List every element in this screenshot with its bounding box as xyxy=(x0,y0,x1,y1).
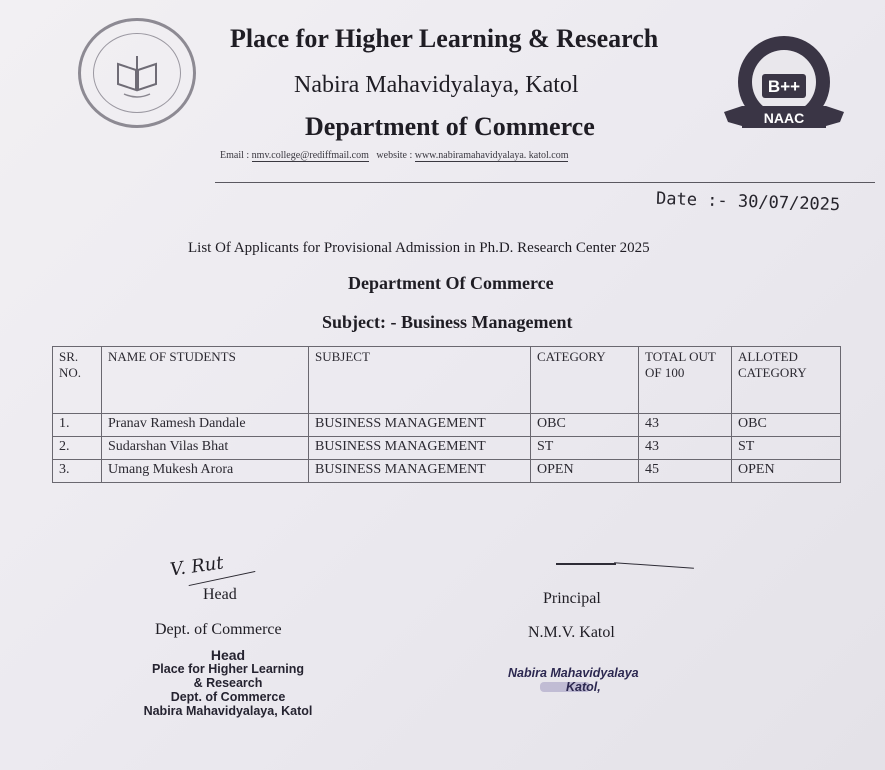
cell-total: 45 xyxy=(639,460,732,483)
principal-signature-stroke xyxy=(556,563,616,565)
table-row xyxy=(53,460,841,483)
department-heading: Department of Commerce xyxy=(305,112,595,141)
head-label: Head xyxy=(203,586,237,603)
applicants-table xyxy=(52,346,841,483)
document-date: Date :- 30/07/2025 xyxy=(655,188,841,216)
email-link[interactable]: nmv.college@rediffmail.com xyxy=(251,150,369,161)
cell-sr: 3. xyxy=(53,460,102,483)
head-stamp-line: & Research xyxy=(193,676,263,690)
head-signature: V. Rut xyxy=(168,552,225,581)
header-divider xyxy=(215,182,875,183)
website-link[interactable]: www.nabiramahavidyalaya. katol.com xyxy=(414,150,569,161)
cell-alloted: OPEN xyxy=(732,460,841,483)
college-name: Nabira Mahavidyalaya, Katol xyxy=(294,72,579,98)
principal-stamp xyxy=(508,666,639,694)
header-alloted-category: ALLOTED CATEGORY xyxy=(732,347,841,414)
email-label: Email : xyxy=(220,150,250,161)
head-stamp-line: Dept. of Commerce xyxy=(170,690,286,704)
table-row xyxy=(53,414,841,437)
cell-alloted: OBC xyxy=(732,414,841,437)
principal-stamp-line: Katol, xyxy=(566,680,601,694)
head-stamp-line: Head xyxy=(210,647,246,663)
cell-name: Pranav Ramesh Dandale xyxy=(102,414,309,437)
header-total: TOTAL OUT OF 100 xyxy=(639,347,732,414)
principal-signature xyxy=(556,561,694,569)
header-category: CATEGORY xyxy=(531,347,639,414)
header-subject: SUBJECT xyxy=(309,347,531,414)
head-stamp-line: Place for Higher Learning xyxy=(151,662,305,676)
nmv-label: N.M.V. Katol xyxy=(528,624,615,641)
head-stamp-line: Nabira Mahavidyalaya, Katol xyxy=(143,704,313,718)
naac-emblem-icon xyxy=(722,30,852,140)
naac-grade: B++ xyxy=(767,77,801,96)
principal-stamp-line: Nabira Mahavidyalaya xyxy=(508,666,639,680)
institution-title: Place for Higher Learning & Research xyxy=(230,24,659,53)
dept-of-commerce-label: Dept. of Commerce xyxy=(155,621,282,638)
cell-total: 43 xyxy=(639,414,732,437)
cell-name: Umang Mukesh Arora xyxy=(102,460,309,483)
college-emblem xyxy=(78,18,196,128)
contact-line xyxy=(220,150,568,161)
cell-category: OBC xyxy=(531,414,639,437)
open-book-icon xyxy=(94,34,180,112)
cell-category: ST xyxy=(531,437,639,460)
cell-category: OPEN xyxy=(531,460,639,483)
principal-signature-tail xyxy=(614,562,694,569)
header-sr-no: SR. NO. xyxy=(53,347,102,414)
cell-subject: BUSINESS MANAGEMENT xyxy=(309,437,531,460)
cell-total: 43 xyxy=(639,437,732,460)
list-title: List Of Applicants for Provisional Admission in Ph.D. Research Center 2025 xyxy=(188,240,650,256)
cell-subject: BUSINESS MANAGEMENT xyxy=(309,414,531,437)
cell-subject: BUSINESS MANAGEMENT xyxy=(309,460,531,483)
table-row xyxy=(53,437,841,460)
principal-label: Principal xyxy=(543,590,601,607)
emblem-inner-ring xyxy=(93,33,181,113)
section-subject: Subject: - Business Management xyxy=(322,312,573,332)
cell-name: Sudarshan Vilas Bhat xyxy=(102,437,309,460)
naac-badge xyxy=(722,30,852,140)
head-stamp xyxy=(128,648,328,718)
naac-label: NAAC xyxy=(763,110,805,126)
cell-sr: 1. xyxy=(53,414,102,437)
website-label: website : xyxy=(376,150,413,161)
cell-sr: 2. xyxy=(53,437,102,460)
cell-alloted: ST xyxy=(732,437,841,460)
section-department: Department Of Commerce xyxy=(348,273,554,293)
table-header-row xyxy=(53,347,841,414)
header-name: NAME OF STUDENTS xyxy=(102,347,309,414)
